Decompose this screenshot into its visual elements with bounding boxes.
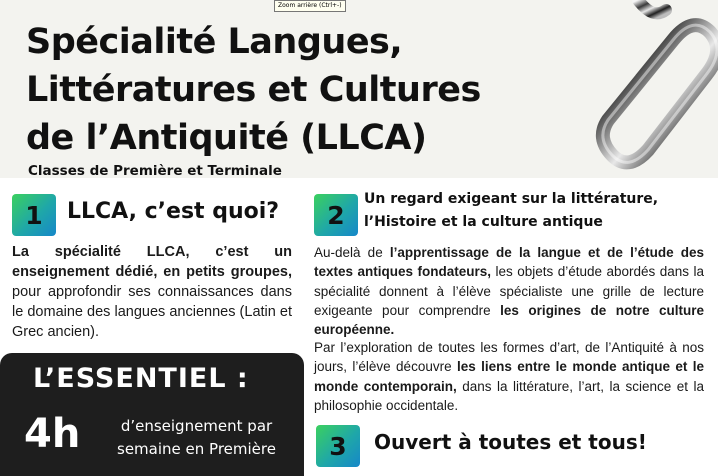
text-run: dans la littérature, l’art, la science et la philosophie occidentale. <box>314 378 704 413</box>
title-line: de l’Antiquité (LLCA) <box>26 118 427 158</box>
hours-description: d’enseignement par semaine en Première <box>117 417 276 458</box>
page-subtitle: Classes de Première et Terminale <box>28 163 282 179</box>
section3-heading: Ouvert à toutes et tous! <box>374 430 647 454</box>
section1-heading: LLCA, c’est quoi? <box>67 199 280 224</box>
section2-heading <box>364 188 658 234</box>
section2-paragraph1 <box>314 243 704 339</box>
text-run: Au-delà de <box>314 245 390 260</box>
section1-paragraph <box>12 242 292 342</box>
section2-heading-line: l’Histoire et la culture antique <box>364 214 603 230</box>
bold-text-run: l’apprentissage de la langue et de l’étude des textes antiques fondateurs, <box>314 245 704 280</box>
zoom-out-tooltip: Zoom arrière (Ctrl+-) <box>274 0 346 12</box>
section-number-badge: 2 <box>314 194 358 236</box>
chain-link-illustration <box>578 0 718 178</box>
section-number-badge: 3 <box>316 425 360 467</box>
text-run: les objets d’étude abordés dans la spécialité donnent à l’élève spécialiste une grille de lecture exigeante pour comprendre <box>314 264 704 318</box>
section1-text: pour approfondir ses connaissances dans le domaine des langues anciennes (Latin et Grec ancien). <box>12 284 292 340</box>
bold-text-run: les liens entre le monde antique et le monde contemporain, <box>314 359 704 394</box>
bold-text-run: les origines de notre culture européenne. <box>314 302 705 338</box>
hours-value: 4h <box>24 411 81 457</box>
essentiel-box <box>0 353 304 476</box>
section-number-badge: 1 <box>12 194 56 236</box>
page-title <box>26 18 626 162</box>
text-run: Par l’exploration de toutes les formes d’art, de l’Antiquité à nos jours, l’élève découvre <box>314 340 704 375</box>
section2-heading-line: Un regard exigeant sur la littérature, <box>364 191 659 207</box>
section1-bold-text: La spécialité LLCA, c’est un enseignement dédié, en petits groupes, <box>12 244 292 280</box>
title-line: Spécialité Langues, <box>26 22 403 62</box>
section2-paragraph2 <box>314 338 704 415</box>
title-line: Littératures et Cultures <box>26 70 481 110</box>
essentiel-title: L’ESSENTIEL : <box>33 363 249 394</box>
